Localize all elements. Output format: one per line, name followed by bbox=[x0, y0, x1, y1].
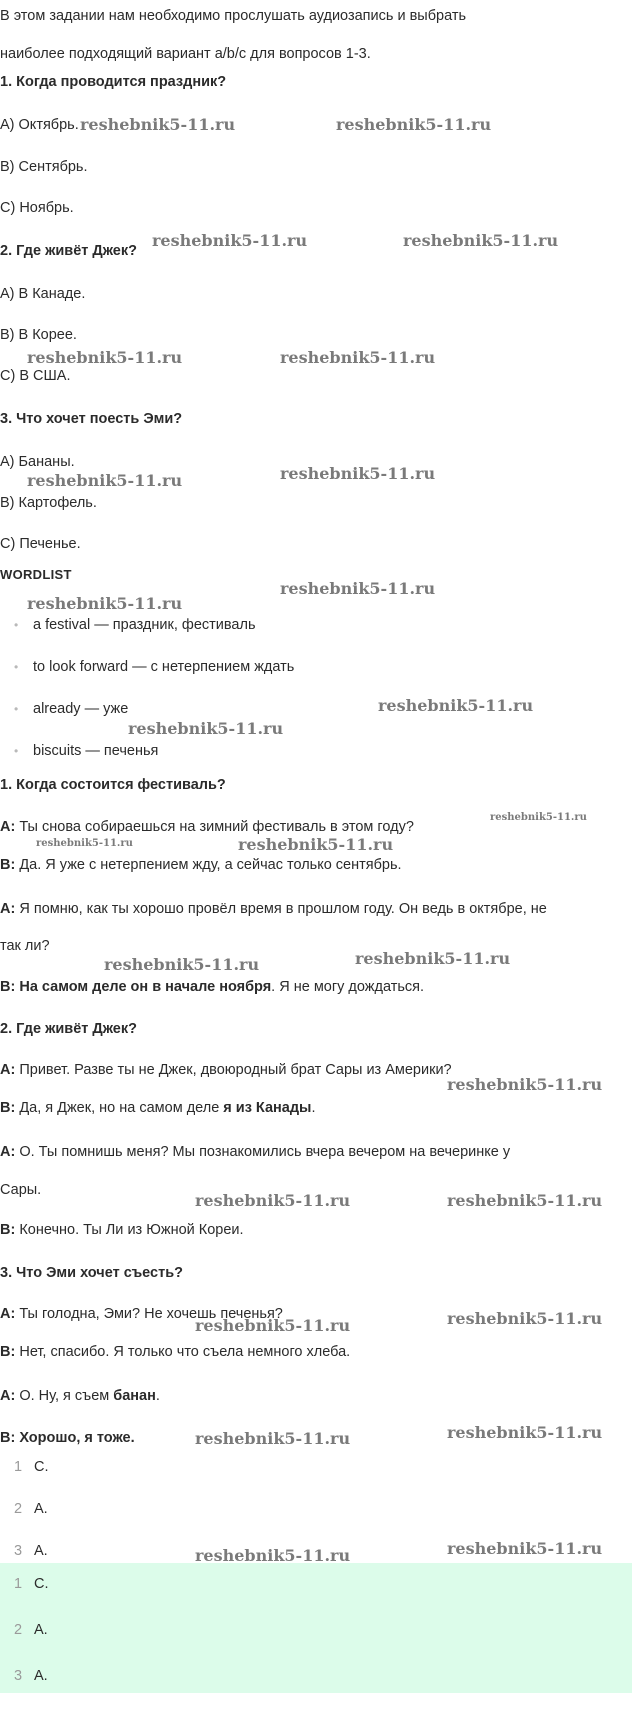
question-1-option-a: A) Октябрь. bbox=[0, 117, 79, 133]
watermark: reshebnik5-11.ru bbox=[336, 115, 492, 134]
watermark: reshebnik5-11.ru bbox=[403, 231, 559, 250]
question-2-option-a: A) В Канаде. bbox=[0, 286, 86, 302]
dialogue-2-line: B: Конечно. Ты Ли из Южной Кореи. bbox=[0, 1222, 244, 1238]
watermark: reshebnik5-11.ru bbox=[280, 464, 436, 483]
watermark: reshebnik5-11.ru bbox=[195, 1191, 351, 1210]
dialogue-3-line: A: О. Ну, я съем банан. bbox=[0, 1388, 160, 1404]
question-1-option-b: B) Сентябрь. bbox=[0, 159, 88, 175]
question-3-option-c: C) Печенье. bbox=[0, 536, 81, 552]
watermark: reshebnik5-11.ru bbox=[128, 719, 284, 738]
watermark: reshebnik5-11.ru bbox=[195, 1316, 351, 1335]
watermark: reshebnik5-11.ru bbox=[195, 1546, 351, 1565]
answer-item: 3 A. bbox=[14, 1543, 48, 1559]
watermark: reshebnik5-11.ru bbox=[36, 838, 133, 849]
watermark: reshebnik5-11.ru bbox=[378, 696, 534, 715]
answer-item: 1 C. bbox=[14, 1459, 49, 1475]
watermark: reshebnik5-11.ru bbox=[447, 1075, 603, 1094]
dialogue-1-line: B: Да. Я уже с нетерпением жду, а сейчас только сентябрь. bbox=[0, 857, 402, 873]
wordlist-item: • to look forward — с нетерпением ждать bbox=[14, 657, 294, 677]
question-1-option-c: C) Ноябрь. bbox=[0, 200, 74, 216]
intro-line-2: наиболее подходящий вариант a/b/c для вопросов 1-3. bbox=[0, 46, 371, 62]
watermark: reshebnik5-11.ru bbox=[195, 1429, 351, 1448]
dialogue-2-line: A: Привет. Разве ты не Джек, двоюродный брат Сары из Америки? bbox=[0, 1062, 452, 1078]
dialogue-3-line: B: Нет, спасибо. Я только что съела немного хлеба. bbox=[0, 1344, 351, 1360]
dialogue-3-line: B: Хорошо, я тоже. bbox=[0, 1430, 135, 1446]
watermark: reshebnik5-11.ru bbox=[152, 231, 308, 250]
watermark: reshebnik5-11.ru bbox=[238, 835, 394, 854]
watermark: reshebnik5-11.ru bbox=[27, 348, 183, 367]
dialogue-1-line-cont: так ли? bbox=[0, 938, 50, 954]
dialogue-2-line-cont: Сары. bbox=[0, 1182, 42, 1198]
wordlist-item: • a festival — праздник, фестиваль bbox=[14, 615, 256, 635]
watermark: reshebnik5-11.ru bbox=[447, 1309, 603, 1328]
question-2-option-b: B) В Корее. bbox=[0, 327, 77, 343]
question-2-title: 2. Где живёт Джек? bbox=[0, 243, 137, 259]
question-3-title: 3. Что хочет поесть Эми? bbox=[0, 411, 183, 427]
intro-line-1: В этом задании нам необходимо прослушать аудиозапись и выбрать bbox=[0, 8, 467, 24]
dialogue-2-title: 2. Где живёт Джек? bbox=[0, 1021, 137, 1037]
dialogue-3-line: A: Ты голодна, Эми? Не хочешь печенья? bbox=[0, 1306, 283, 1322]
dialogue-3-title: 3. Что Эми хочет съесть? bbox=[0, 1265, 183, 1281]
dialogue-1-line: A: Я помню, как ты хорошо провёл время в прошлом году. Он ведь в октябре, не bbox=[0, 901, 547, 917]
wordlist-item: • already — уже bbox=[14, 699, 128, 719]
question-2-option-c: C) В США. bbox=[0, 368, 71, 384]
dialogue-2-line: A: О. Ты помнишь меня? Мы познакомились вчера вечером на вечеринке у bbox=[0, 1144, 511, 1160]
wordlist-heading: WORDLIST bbox=[0, 567, 72, 582]
answer-highlight-item: 2 A. bbox=[14, 1622, 48, 1638]
watermark: reshebnik5-11.ru bbox=[27, 594, 183, 613]
answers-highlight-block bbox=[0, 1563, 632, 1693]
dialogue-2-line: B: Да, я Джек, но на самом деле я из Канады. bbox=[0, 1100, 316, 1116]
watermark: reshebnik5-11.ru bbox=[490, 812, 587, 823]
watermark: reshebnik5-11.ru bbox=[27, 471, 183, 490]
dialogue-1-line: A: Ты снова собираешься на зимний фестиваль в этом году? bbox=[0, 819, 414, 835]
wordlist-item: • biscuits — печенья bbox=[14, 741, 158, 761]
answer-item: 2 A. bbox=[14, 1501, 48, 1517]
dialogue-1-title: 1. Когда состоится фестиваль? bbox=[0, 777, 226, 793]
watermark: reshebnik5-11.ru bbox=[447, 1191, 603, 1210]
watermark: reshebnik5-11.ru bbox=[280, 579, 436, 598]
watermark: reshebnik5-11.ru bbox=[280, 348, 436, 367]
watermark: reshebnik5-11.ru bbox=[80, 115, 236, 134]
answer-highlight-item: 3 A. bbox=[14, 1668, 48, 1684]
answer-highlight-item: 1 C. bbox=[14, 1576, 49, 1592]
question-3-option-a: A) Бананы. bbox=[0, 454, 75, 470]
watermark: reshebnik5-11.ru bbox=[447, 1423, 603, 1442]
watermark: reshebnik5-11.ru bbox=[447, 1539, 603, 1558]
dialogue-1-line: B: На самом деле он в начале ноября. Я не могу дождаться. bbox=[0, 979, 425, 995]
question-1-title: 1. Когда проводится праздник? bbox=[0, 74, 227, 90]
watermark: reshebnik5-11.ru bbox=[355, 949, 511, 968]
question-3-option-b: B) Картофель. bbox=[0, 495, 97, 511]
watermark: reshebnik5-11.ru bbox=[104, 955, 260, 974]
